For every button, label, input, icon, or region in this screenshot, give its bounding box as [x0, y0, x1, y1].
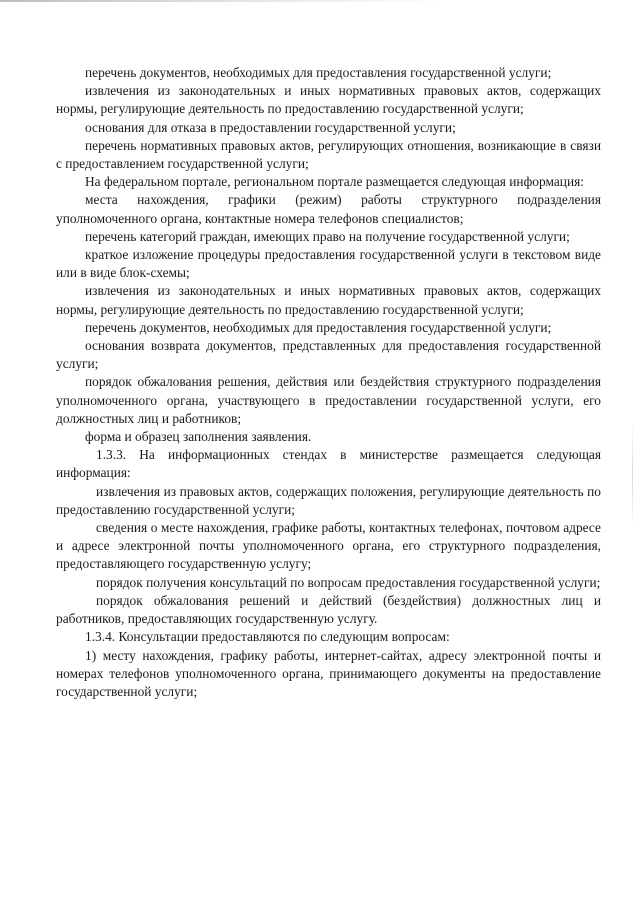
- document-body: [56, 64, 601, 701]
- scan-artifact-top: [0, 0, 640, 2]
- paragraph-documents-list: перечень документов, необходимых для предоставления государственной услуги;: [85, 65, 552, 80]
- paragraph-section-1-3-3: 1.3.3. На информационных стендах в министерстве размещается следующая информация:: [56, 447, 601, 481]
- paragraph-citizen-categories: перечень категорий граждан, имеющих право на получение государственной услуги;: [85, 228, 570, 244]
- paragraph-stand-contacts: сведения о месте нахождения, графике работы, контактных телефонах, почтовом адресе и адресе электронной почты уполномоченного органа, его структурного подразделения, предоставляющего государственную услугу;: [56, 520, 601, 572]
- paragraph-consultation-item-1: 1) месту нахождения, графику работы, интернет-сайтах, адресу электронной почты и номерах телефонов уполномоченного органа, принимающего документы на предоставление государственной услуги;: [56, 647, 601, 699]
- paragraph-documents-list-portal: перечень документов, необходимых для предоставления государственной услуги;: [85, 319, 552, 335]
- paragraph-refusal-grounds: основания для отказа в предоставлении государственной услуги;: [85, 119, 456, 135]
- paragraph-procedure-summary: краткое изложение процедуры предоставления государственной услуги в текстовом виде или в виде блок-схемы;: [56, 247, 601, 281]
- paragraph-application-form: форма и образец заполнения заявления.: [85, 429, 312, 445]
- paragraph-locations-schedules: места нахождения, графики (режим) работы структурного подразделения уполномоченного органа, контактные номера телефонов специалистов;: [56, 192, 601, 226]
- paragraph-stand-appeal: порядок обжалования решений и действий (бездействия) должностных лиц и работников, предоставляющих государственную услугу.: [56, 592, 601, 627]
- paragraph-legal-extracts-portal: извлечения из законодательных и иных нормативных правовых актов, содержащих нормы, регулирующие деятельность по предоставлению государственной услуги;: [56, 283, 601, 317]
- paragraph-portal-intro: На федеральном портале, региональном портале размещается следующая информация:: [85, 174, 584, 190]
- paragraph-section-1-3-4: 1.3.4. Консультации предоставляются по следующим вопросам:: [85, 629, 450, 645]
- scan-artifact-edge: [632, 420, 633, 530]
- paragraph-appeal-procedure: порядок обжалования решения, действия или бездействия структурного подразделения уполномоченного органа, участвующего в предоставлении государственной услуги, его должностных лиц и работников;: [56, 374, 601, 426]
- paragraph-legal-extracts: извлечения из законодательных и иных нормативных правовых актов, содержащих нормы, регулирующие деятельность по предоставлению государственной услуги;: [56, 83, 601, 117]
- paragraph-stand-legal-extracts: извлечения из правовых актов, содержащих положения, регулирующие деятельность по предоставлению государственной услуги;: [56, 483, 601, 517]
- paragraph-return-grounds: основания возврата документов, представленных для предоставления государственной услуги;: [56, 338, 601, 372]
- paragraph-stand-consultations: порядок получения консультаций по вопросам предоставления государственной услуги;: [96, 574, 601, 590]
- paragraph-normative-acts: перечень нормативных правовых актов, регулирующих отношения, возникающие в связи с предоставлением государственной услуги;: [56, 137, 601, 172]
